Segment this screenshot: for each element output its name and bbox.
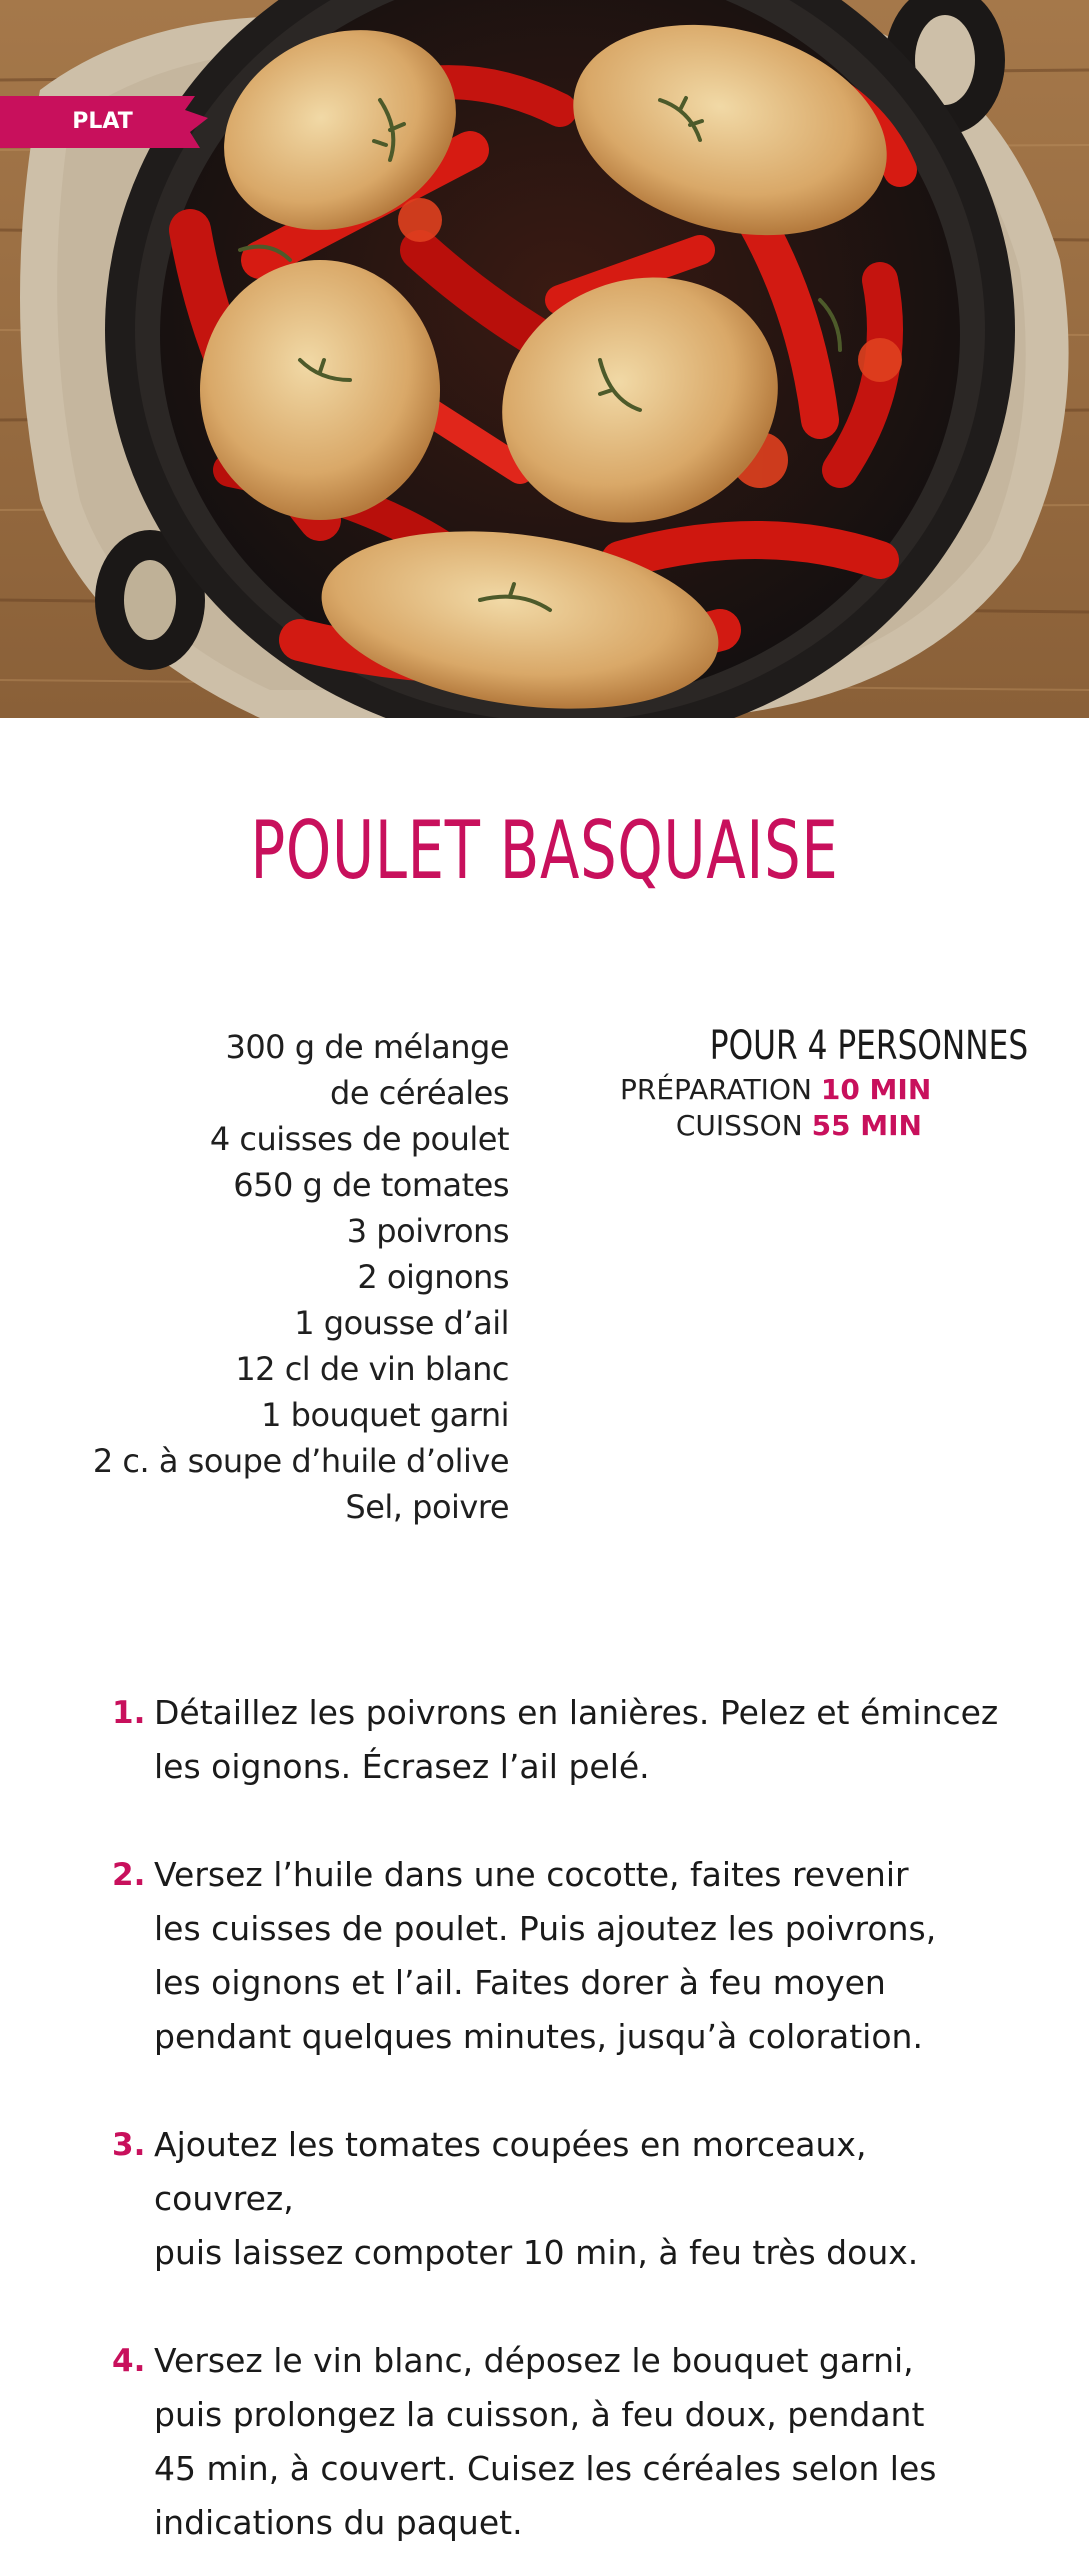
servings-row [620, 1020, 1029, 1072]
cook-time-label: CUISSON [675, 1109, 803, 1142]
ingredient-item: 2 oignons [357, 1258, 509, 1296]
step-line: les cuisses de poulet. Puis ajoutez les poivrons, [154, 1909, 937, 1948]
steps-list [112, 1686, 1012, 2560]
step-line: Versez l’huile dans une cocotte, faites revenir [154, 1855, 909, 1894]
step-item [112, 1848, 1012, 2064]
ingredients-list [93, 1024, 509, 1530]
step-line: puis laissez compoter 10 min, à feu très doux. [154, 2233, 919, 2272]
prep-time-row [620, 1072, 932, 1108]
step-line: puis prolongez la cuisson, à feu doux, pendant [154, 2395, 925, 2434]
ingredient-item: 2 c. à soupe d’huile d’olive [92, 1442, 509, 1480]
ingredient-item: de céréales [330, 1074, 509, 1112]
step-line: indications du paquet. [154, 2503, 523, 2542]
recipe-title: POULET BASQUAISE [250, 804, 839, 897]
step-line: Versez le vin blanc, déposez le bouquet garni, [154, 2341, 914, 2380]
step-number: 2. [112, 1857, 146, 1893]
step-item [112, 2118, 1012, 2280]
category-tag [0, 96, 210, 148]
step-item [112, 2334, 1012, 2550]
ingredient-item: 300 g de mélange [225, 1028, 509, 1066]
prep-time-label: PRÉPARATION [620, 1073, 812, 1106]
step-number: 3. [112, 2127, 146, 2163]
step-line: les oignons et l’ail. Faites dorer à feu moyen [154, 1963, 886, 2002]
cook-time-value: 55 MIN [811, 1109, 922, 1142]
category-label: PLAT [72, 109, 133, 134]
ingredient-item: 4 cuisses de poulet [209, 1120, 509, 1158]
step-text [154, 2334, 1012, 2550]
step-line: Détaillez les poivrons en lanières. Pelez et émincez [154, 1693, 999, 1732]
step-text [154, 2118, 1012, 2280]
step-line: Ajoutez les tomates coupées en morceaux, couvrez, [154, 2125, 867, 2218]
ingredient-item: 3 poivrons [346, 1212, 509, 1250]
step-line: les oignons. Écrasez l’ail pelé. [154, 1747, 650, 1786]
step-text [154, 1686, 1012, 1794]
ingredient-item: 650 g de tomates [233, 1166, 509, 1204]
ingredient-item: 1 gousse d’ail [294, 1304, 509, 1342]
ingredient-item: Sel, poivre [345, 1488, 509, 1526]
ingredient-item: 1 bouquet garni [261, 1396, 509, 1434]
recipe-meta [620, 1020, 1029, 1144]
servings-label: POUR 4 PERSONNES [709, 1023, 1029, 1069]
step-number: 4. [112, 2343, 146, 2379]
step-text [154, 1848, 1012, 2064]
step-line: 45 min, à couvert. Cuisez les céréales selon les [154, 2449, 937, 2488]
cook-time-row [620, 1108, 922, 1144]
step-number: 1. [112, 1695, 146, 1731]
step-line: pendant quelques minutes, jusqu’à coloration. [154, 2017, 923, 2056]
ingredient-item: 12 cl de vin blanc [235, 1350, 509, 1388]
prep-time-value: 10 MIN [820, 1073, 932, 1106]
step-item [112, 1686, 1012, 1794]
